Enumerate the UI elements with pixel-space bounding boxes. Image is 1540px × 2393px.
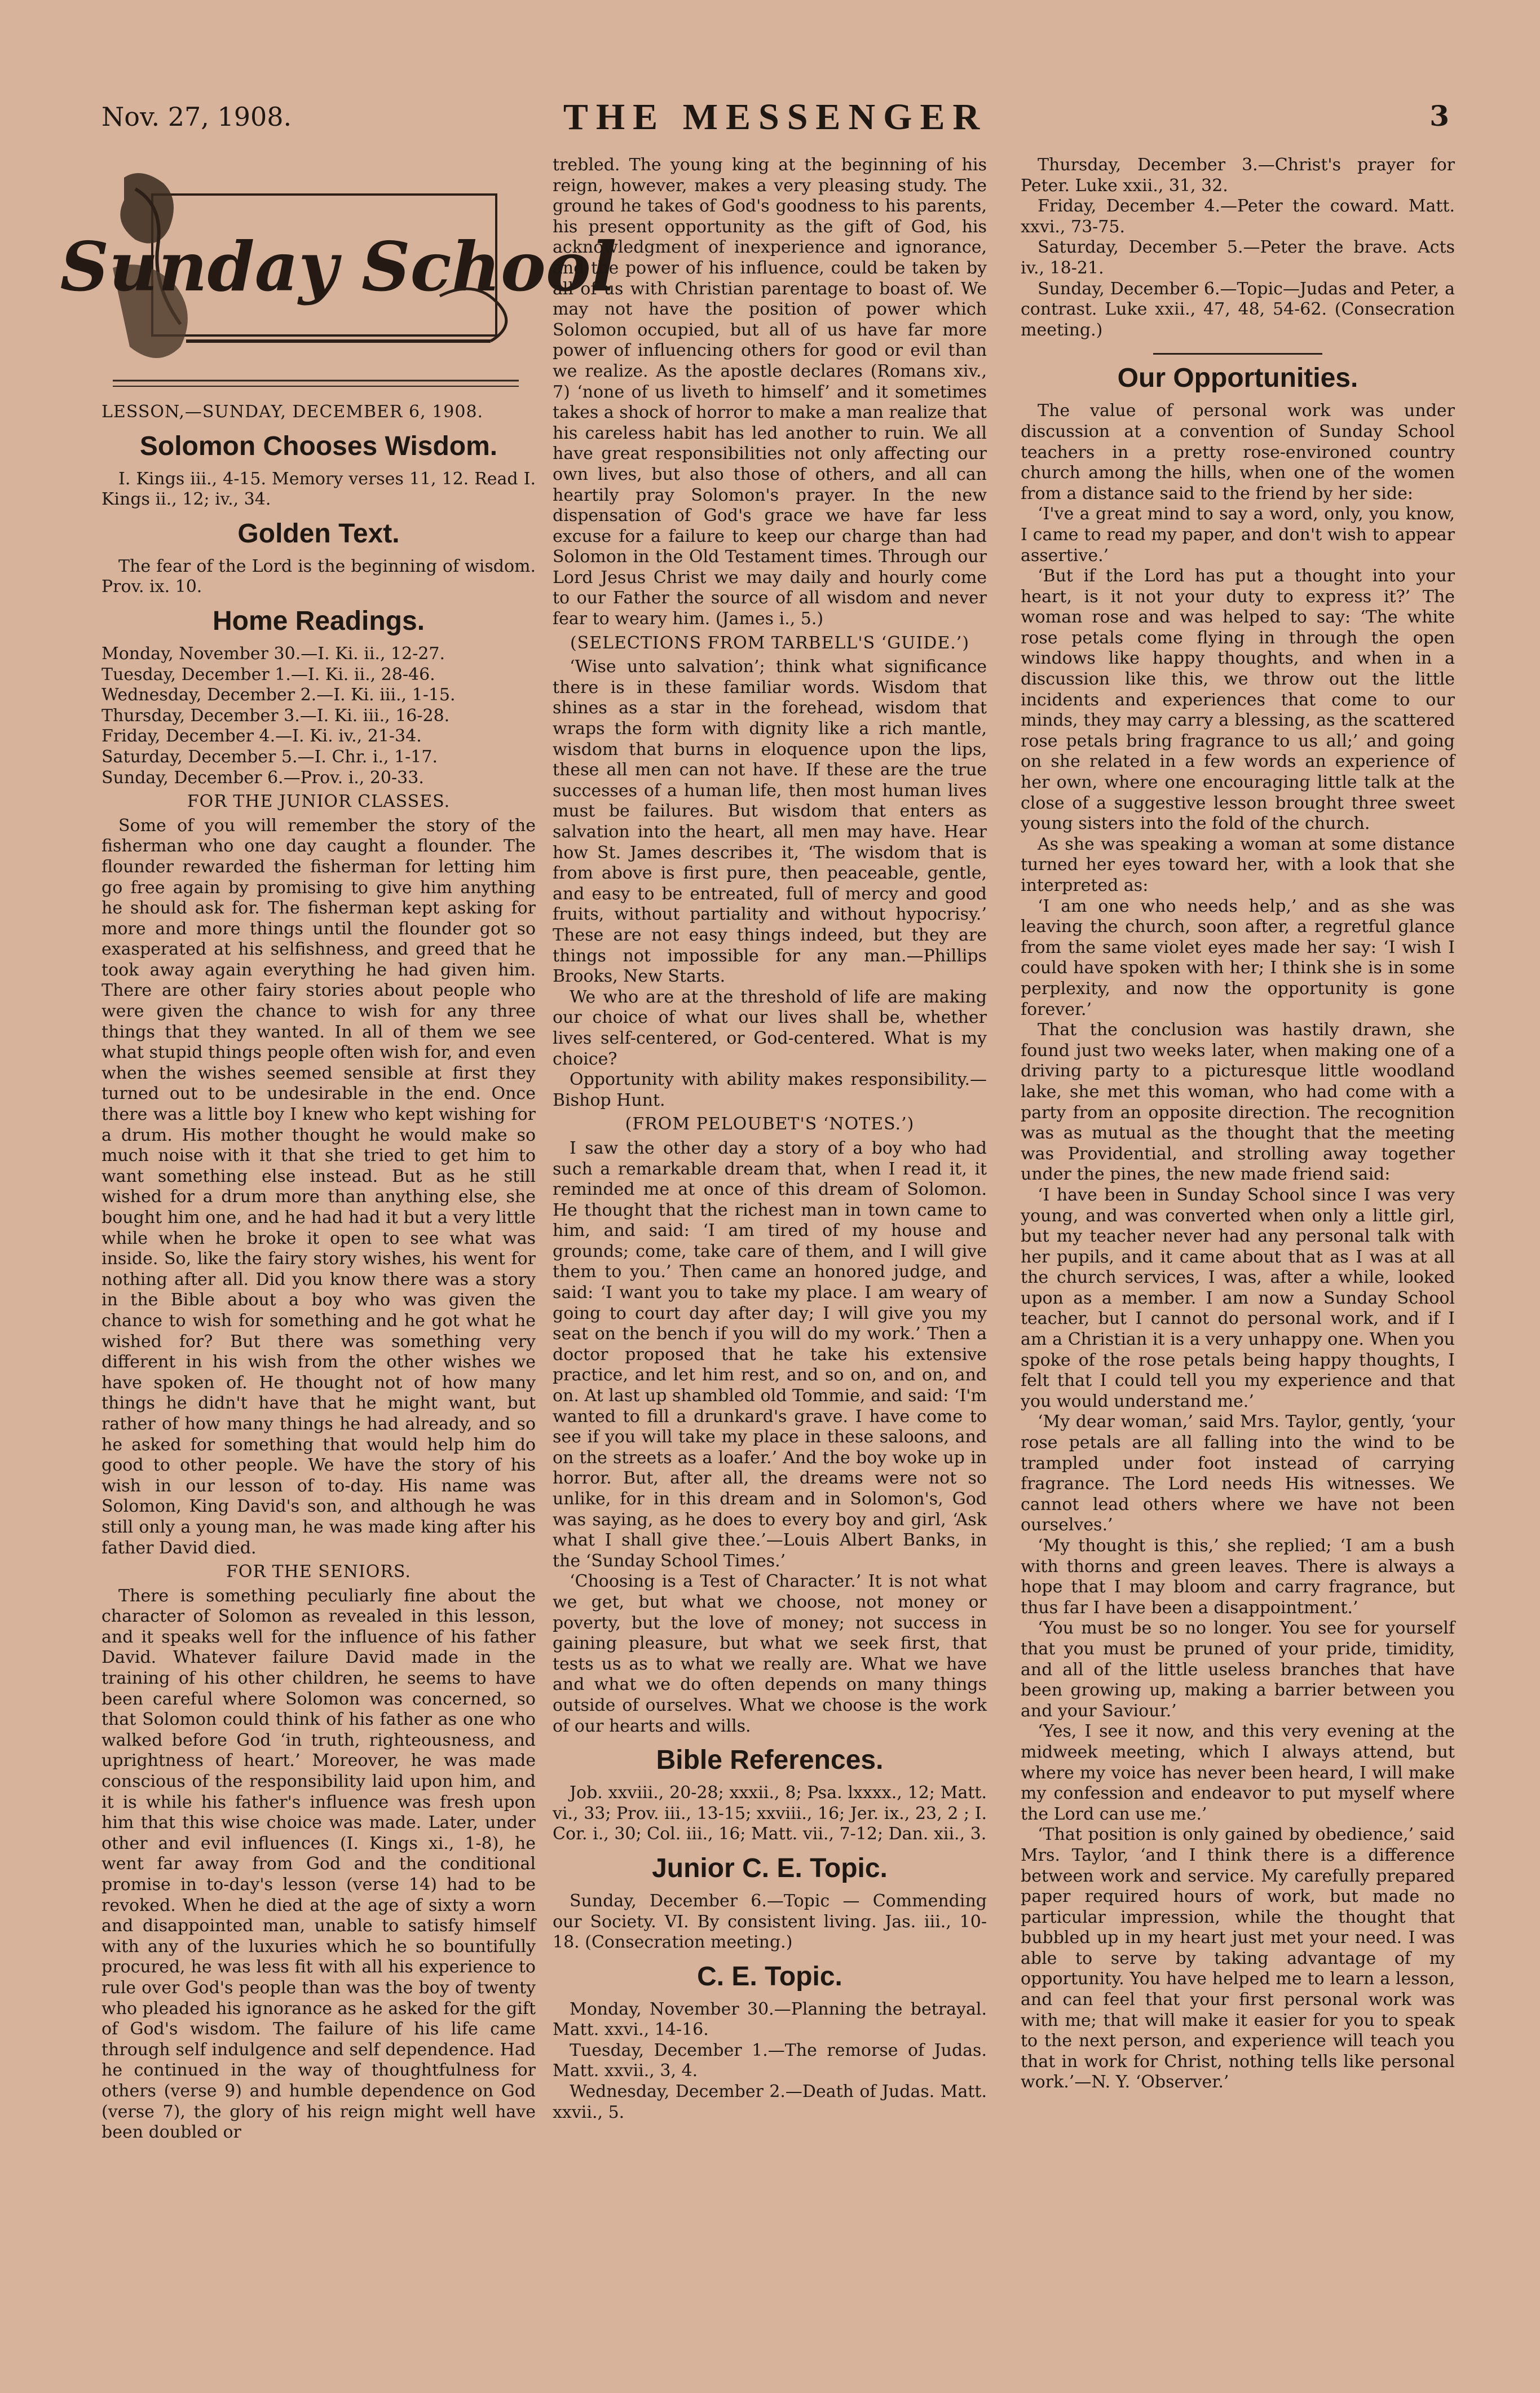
article-paragraph: ‘But if the Lord has put a thought into your heart, is it not your duty to express it?’ The woman rose and was helped to say: ‘The white rose petals come flying in through the open windows like happy thoughts, and when in a discussion like this, we throw out the little incidents and experiences that come to our minds, they may carry a blessing, as the scattered rose petals bring fragrance to us all;’ and going on she related in a few words an experience of her own, where one encouraging little talk at the close of a suggestive lesson brought three sweet young sisters into the fold of the church.: [1021, 566, 1455, 834]
ce-item: Wednesday, December 2.—Death of Judas. Matt. xxvii., 5.: [553, 2082, 987, 2122]
choosing-text: ‘Choosing is a Test of Character.’ It is not what we get, but what we choose, not money or poverty, but the love of money; not success in gaining pleasure, but what we seek first, that tests us as to what we really are. What we have and what we do often depends on many things outside of ourselves. What we choose is the work of our hearts and wills.: [553, 1571, 987, 1736]
home-readings-list: [102, 644, 536, 788]
article-paragraph: ‘I have been in Sunday School since I was very young, and was converted when only a little girl, but my teacher never had any personal talk with her pupils, and it came about that as I was at all the church services, I was, after a while, looked upon as a member. I am now a Sunday School teacher, but I cannot do personal work, and if I am a Christian it is a very unhappy one. When you spoke of the rose petals being happy thoughts, I felt that I could tell you my experience and that you would understand me.’: [1021, 1185, 1455, 1411]
junior-classes-text: Some of you will remember the story of the fisherman who one day caught a flounder. The flounder rewarded the fisherman for letting him go free again by promising to give him anything he should ask for. The fisherman kept asking for more and more things until the flounder got so exasperated at his selfishness, and greed that he took away again everything he had given him. There are other fairy stories about people who were given the chance to wish for any three things that they wanted. In all of them we see what stupid things people often wish for, and even when the wishes seemed sensible at first they turned out to be undesirable in the end. Once there was a little boy I knew who kept wishing for a drum. His mother thought he would make so much noise with it that she tried to get him to want something else instead. But as he still wished for a drum more than anything else, she bought him one, and he had had it but a very little while when he broke it open to see what was inside. So, like the fairy story wishes, his went for nothing after all. Did you know there was a story in the Bible about a boy who was given the chance to wish for something and he got what he wished for? But there was something very different in his wish from the other wishes we have spoken of. He thought not of how many things he didn't have that he might want, but rather of how many things he had already, and so he asked for something that would help him do good to other people. We have the story of his wish in our lesson of to-day. His name was Solomon, King David's son, and although he was still only a young man, he was made king after his father David died.: [102, 815, 536, 1558]
article-paragraph: ‘You must be so no longer. You see for yourself that you must be pruned of your pride, timidity, and all of the little useless branches that have been growing up, making a barrier between you and your Saviour.’: [1021, 1618, 1455, 1721]
article-paragraph: ‘My thought is this,’ she replied; ‘I am a bush with thorns and green leaves. There is always a hope that I may bloom and carry fragrance, but thus far I have been a disappointment.’: [1021, 1536, 1455, 1618]
article-paragraph: As she was speaking a woman at some distance turned her eyes toward her, with a look that she interpreted as:: [1021, 834, 1455, 895]
article-paragraph: ‘I've a great mind to say a word, only, you know, I came to read my paper, and don't wish to appear assertive.’: [1021, 504, 1455, 566]
column-1: [60, 155, 617, 2253]
seniors-text: There is something peculiarly fine about the character of Solomon as revealed in this lesson, and it speaks well for the influence of his father David. Whatever failure David made in the training of his other children, he seems to have been careful where Solomon was concerned, so that Solomon could think of his father as one who walked before God ‘in truth, righteousness, and uprightness of heart.’ Moreover, he was made conscious of the responsibility laid upon him, and it is while his father's influence was fresh upon him that this wise choice was made. Later, under other and evil influences (I. Kings xi., 1-8), he went far away from God and the conditional promise in to-day's lesson (verse 14) had to be revoked. When he died at the age of sixty a worn and disappointed man, unable to satisfy himself with any of the luxuries which he so bountifully procured, he was less fit with all his experience to rule over God's people than was the boy of twenty who pleaded his ignorance as he asked for the gift of God's wisdom. The failure of his life came through self indulgence and self dependence. Had he continued in the way of thoughtfulness for others (verse 9) and humble dependence on God (verse 7), the glory of his reign might well have been doubled or: [102, 1586, 536, 2143]
reading-item: Saturday, December 5.—I. Chr. i., 1-17.: [102, 747, 438, 767]
ce-item: Thursday, December 3.—Christ's prayer for Peter. Luke xxii., 31, 32.: [1021, 155, 1455, 196]
reading-item: Sunday, December 6.—Prov. i., 20-33.: [102, 767, 424, 788]
junior-ce-text: Sunday, December 6.—Topic — Commending our Society. VI. By consistent living. Jas. iii., 10-18. (Consecration meeting.): [553, 1891, 987, 1953]
home-readings-heading: Home Readings.: [212, 606, 425, 636]
logo-text: Sunday School: [60, 227, 617, 307]
ce-topic-heading: C. E. Topic.: [697, 1961, 842, 1992]
ce-item: Saturday, December 5.—Peter the brave. Acts iv., 18-21.: [1021, 237, 1455, 278]
article-paragraph: ‘My dear woman,’ said Mrs. Taylor, gently, ‘your rose petals are all falling into the wind to be trampled under foot instead of carrying fragrance. The Lord needs His witnesses. We cannot lead others where we have not been ourselves.’: [1021, 1412, 1455, 1535]
lesson-line: LESSON,—SUNDAY, DECEMBER 6, 1908.: [102, 402, 484, 422]
article-paragraph: The value of personal work was under discussion at a convention of Sunday School teachers in a pretty rose-environed country church among the hills, when one of the women from a distance said to the friend by her side:: [1021, 401, 1455, 504]
memory-verses: I. Kings iii., 4-15. Memory verses 11, 12. Read I. Kings ii., 12; iv., 34.: [102, 469, 536, 510]
peloubet-text: I saw the other day a story of a boy who had such a remarkable dream that, when I read it, it reminded me at once of this dream of Solomon. He thought that the richest man in town came to him, and said: ‘I am tired of my house and grounds; come, take care of them, and I will give them to you.’ Then came an honored judge, and said: ‘I want you to take my place. I am weary of going to court day after day; I will give you my seat on the bench if you will do my work.’ Then a doctor proposed that he take his extensive practice, and let him rest, and so on, and on, and on. At last up shambled old Tommie, and said: ‘I'm wanted to fill a drunkard's grave. I have come to see if you will take my place in these saloons, and on the streets as a loafer.’ And the boy woke up in horror. But, after all, the dreams were not so unlike, for in this dream and in Solomon's, God was saying, as he does to every boy and girl, ‘Ask what I shall give thee.’—Louis Albert Banks, in the ‘Sunday School Times.’: [553, 1138, 987, 1571]
threshold-text: We who are at the threshold of life are making our choice of what our lives shall be, whether lives self-centered, or God-centered. What is my choice?: [553, 987, 987, 1069]
section-divider: [1153, 353, 1322, 355]
reading-item: Friday, December 4.—I. Ki. iv., 21-34.: [102, 726, 422, 747]
ce-item: Tuesday, December 1.—The remorse of Judas. Matt. xxvii., 3, 4.: [553, 2040, 987, 2081]
lesson-title: Solomon Chooses Wisdom.: [139, 431, 498, 461]
reading-item: Tuesday, December 1.—I. Ki. ii., 28-46.: [102, 664, 435, 685]
seniors-text-continued: trebled. The young king at the beginning of his reign, however, makes a very pleasing study. The ground he takes of God's goodness to his parents, his present opportunity as the gift of God, his acknowledgment of inexperience and ignorance, and the power of his influence, could be taken by all of us with Christian parentage to boast of. We may not have the position of power which Solomon occupied, but all of us have far more power of influencing others for good or evil than we realize. As the apostle declares (Romans xiv., 7) ‘none of us liveth to himself’ and it sometimes takes a shock of horror to make a man realize that his careless habit has led another to ruin. We all have great responsibilities not only affecting our own lives, but also those of others, and all can heartily pray Solomon's prayer. In the new dispensation of God's grace we have far less excuse for a failure to keep our charge than had Solomon in the Old Testament times. Through our Lord Jesus Christ we may daily and hourly come to our Father the source of all wisdom and never fear to weary him. (James i., 5.): [553, 155, 987, 629]
header-date: Nov. 27, 1908.: [102, 101, 292, 132]
ce-item: Sunday, December 6.—Topic—Judas and Peter, a contrast. Luke xxii., 47, 48, 54-62. (Consecration meeting.): [1021, 279, 1455, 340]
article-paragraph: ‘Yes, I see it now, and this very evening at the midweek meeting, which I always attend, but where my voice has never been heard, I will make my confession and endeavor to put myself where the Lord can use me.’: [1021, 1721, 1455, 1824]
masthead-title: THE MESSENGER: [563, 96, 988, 138]
bible-references-text: Job. xxviii., 20-28; xxxii., 8; Psa. lxxxx., 12; Matt. vi., 33; Prov. iii., 13-15; xxviii., 16; Jer. ix., 23, 2 ; I. Cor. i., 30; Col. iii., 16; Matt. vii., 7-12; Dan. xii., 3.: [553, 1783, 987, 1844]
our-opportunities-heading: Our Opportunities.: [1117, 363, 1358, 394]
ce-item: Friday, December 4.—Peter the coward. Matt. xxvi., 73-75.: [1021, 196, 1455, 237]
sunday-school-logo-art: [60, 155, 617, 398]
tarbell-text: ‘Wise unto salvation’; think what significance there is in these familiar words. Wisdom that shines as a star in the forehead, wisdom that wraps the form with dignity like a rich mantle, wisdom that burns in eloquence upon the lips, these all men can not have. If these are the true successes of a human life, then most human lives must be failures. But wisdom that enters as salvation into the heart, all men may have. Hear how St. James describes it, ‘The wisdom that is from above is first pure, then peaceable, gentle, and easy to be entreated, full of mercy and good fruits, without partiality and without hypocrisy.’ These are not easy things indeed, but they are things not impossible for any man.—Phillips Brooks, New Starts.: [553, 657, 987, 987]
sunday-school-logo: [60, 155, 617, 398]
page-number: 3: [1429, 99, 1449, 133]
article-paragraph: ‘That position is only gained by obedience,’ said Mrs. Taylor, ‘and I think there is a difference between work and service. My carefully prepared paper required hours of work, but made no particular impression, while the thought that bubbled up in my heart just met your need. I was able to serve by taking advantage of my opportunity. You have helped me to learn a lesson, and can feel that your first personal work was with me; that will make it easier for you to speak to the next person, and experience will teach you that in work for Christ, nothing tells like personal work.’—N. Y. ‘Observer.’: [1021, 1825, 1455, 2092]
tarbell-heading: (SELECTIONS FROM TARBELL'S ‘GUIDE.’): [570, 633, 970, 653]
article-paragraph: That the conclusion was hastily drawn, she found just two weeks later, when making one of a driving party to a picturesque little woodland lake, she met this woman, who had come with a party from an opposite direction. The recognition was as mutual as the thought that the meeting was Providential, and strolling away together under the pines, the new made friend said:: [1021, 1020, 1455, 1185]
golden-text: The fear of the Lord is the beginning of wisdom. Prov. ix. 10.: [102, 556, 536, 597]
article-paragraph: ‘I am one who needs help,’ and as she was leaving the church, soon after, a regretful glance from the same violet eyes made her say: ‘I wish I could have spoken with her; I think she is in some perplexity, and now the opportunity is gone forever.’: [1021, 896, 1455, 1019]
bible-references-heading: Bible References.: [656, 1745, 884, 1776]
column-3: [1021, 155, 1455, 2253]
junior-ce-heading: Junior C. E. Topic.: [652, 1853, 888, 1883]
seniors-heading: FOR THE SENIORS.: [226, 1562, 411, 1582]
golden-text-heading: Golden Text.: [237, 518, 400, 549]
ce-item: Monday, November 30.—Planning the betrayal. Matt. xxvi., 14-16.: [553, 1999, 987, 2040]
peloubet-heading: (FROM PELOUBET'S ‘NOTES.’): [625, 1114, 915, 1134]
column-2: [553, 155, 987, 2253]
reading-item: Monday, November 30.—I. Ki. ii., 12-27.: [102, 643, 445, 664]
opportunity-text: Opportunity with ability makes responsibility.—Bishop Hunt.: [553, 1070, 987, 1110]
reading-item: Thursday, December 3.—I. Ki. iii., 16-28.: [102, 705, 450, 726]
junior-classes-heading: FOR THE JUNIOR CLASSES.: [187, 792, 451, 812]
page-header: [102, 96, 1449, 141]
reading-item: Wednesday, December 2.—I. Ki. iii., 1-15.: [102, 685, 456, 705]
